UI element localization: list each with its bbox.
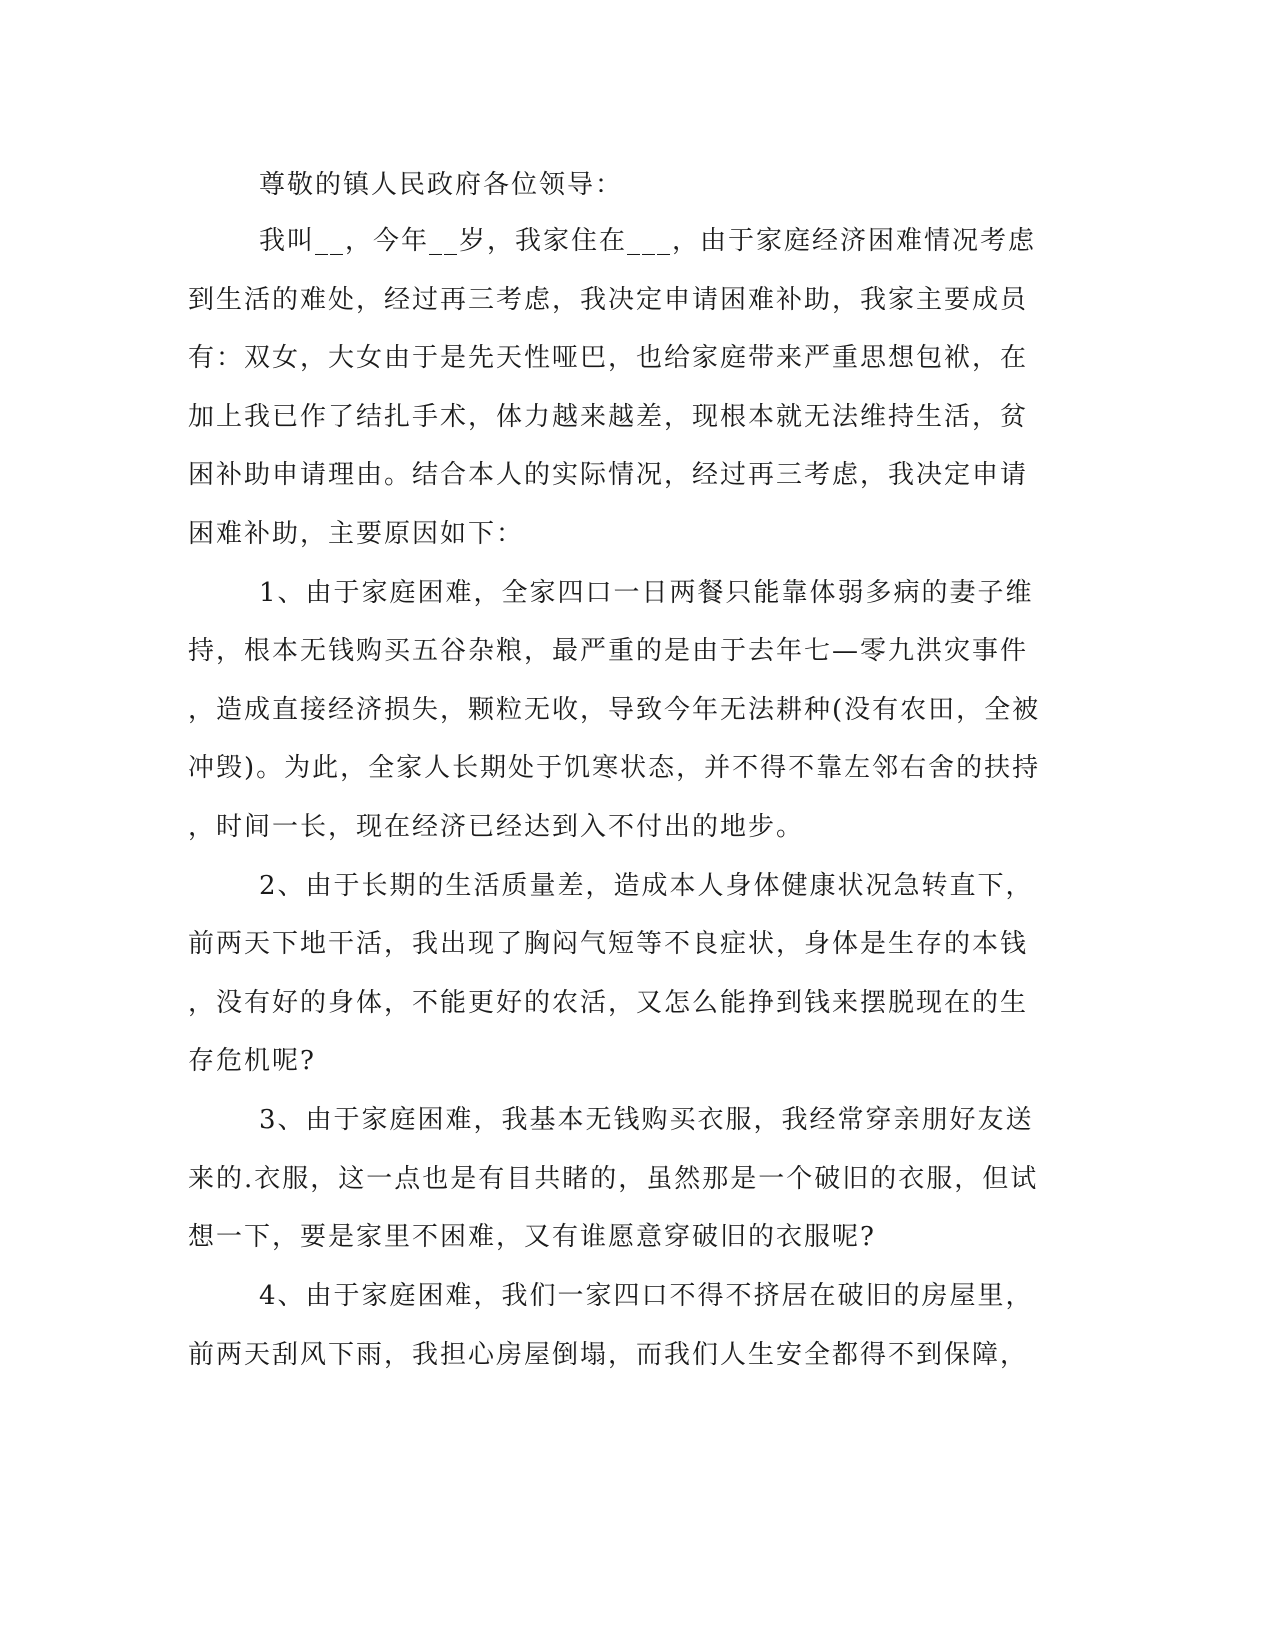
salutation: 尊敬的镇人民政府各位领导：: [259, 170, 624, 200]
reason-3-line-2: 来的.衣服，这一点也是有目共睹的，虽然那是一个破旧的衣服，但试: [188, 1164, 1039, 1194]
reason-2-line-2: 前两天下地干活，我出现了胸闷气短等不良症状，身体是生存的本钱: [188, 929, 1029, 959]
reason-1-line-3: ，造成直接经济损失，颗粒无收，导致今年无法耕种(没有农田，全被: [188, 695, 1041, 725]
reason-4-line-1: 4、由于家庭困难，我们一家四口不得不挤居在破旧的房屋里，: [259, 1281, 1034, 1311]
paragraph-1-line-3: 有：双女，大女由于是先天性哑巴，也给家庭带来严重思想包袱，在: [188, 343, 1029, 373]
reason-1-line-1: 1、由于家庭困难，全家四口一日两餐只能靠体弱多病的妻子维: [259, 578, 1034, 608]
paragraph-1-line-4: 加上我已作了结扎手术，体力越来越差，现根本就无法维持生活，贫: [188, 402, 1029, 432]
paragraph-1-line-1: 我叫__，今年__岁，我家住在___，由于家庭经济困难情况考虑: [259, 226, 1037, 256]
paragraph-1-line-6: 困难补助，主要原因如下：: [188, 519, 525, 549]
reason-4-line-2: 前两天刮风下雨，我担心房屋倒塌，而我们人生安全都得不到保障，: [188, 1340, 1029, 1370]
reason-1-line-2: 持，根本无钱购买五谷杂粮，最严重的是由于去年七—零九洪灾事件: [188, 636, 1029, 666]
reason-1-line-4: 冲毁)。为此，全家人长期处于饥寒状态，并不得不靠左邻右舍的扶持: [188, 753, 1041, 783]
reason-1-line-5: ，时间一长，现在经济已经达到入不付出的地步。: [188, 812, 805, 842]
reason-2-line-3: ，没有好的身体，不能更好的农活，又怎么能挣到钱来摆脱现在的生: [188, 988, 1029, 1018]
reason-2-line-4: 存危机呢?: [188, 1046, 316, 1076]
reason-3-line-1: 3、由于家庭困难，我基本无钱购买衣服，我经常穿亲朋好友送: [259, 1105, 1034, 1135]
reason-2-line-1: 2、由于长期的生活质量差，造成本人身体健康状况急转直下，: [259, 871, 1034, 901]
paragraph-1-line-5: 困补助申请理由。结合本人的实际情况，经过再三考虑，我决定申请: [188, 460, 1029, 490]
paragraph-1-line-2: 到生活的难处，经过再三考虑，我决定申请困难补助，我家主要成员: [188, 285, 1029, 315]
reason-3-line-3: 想一下，要是家里不困难，又有谁愿意穿破旧的衣服呢?: [188, 1222, 876, 1252]
